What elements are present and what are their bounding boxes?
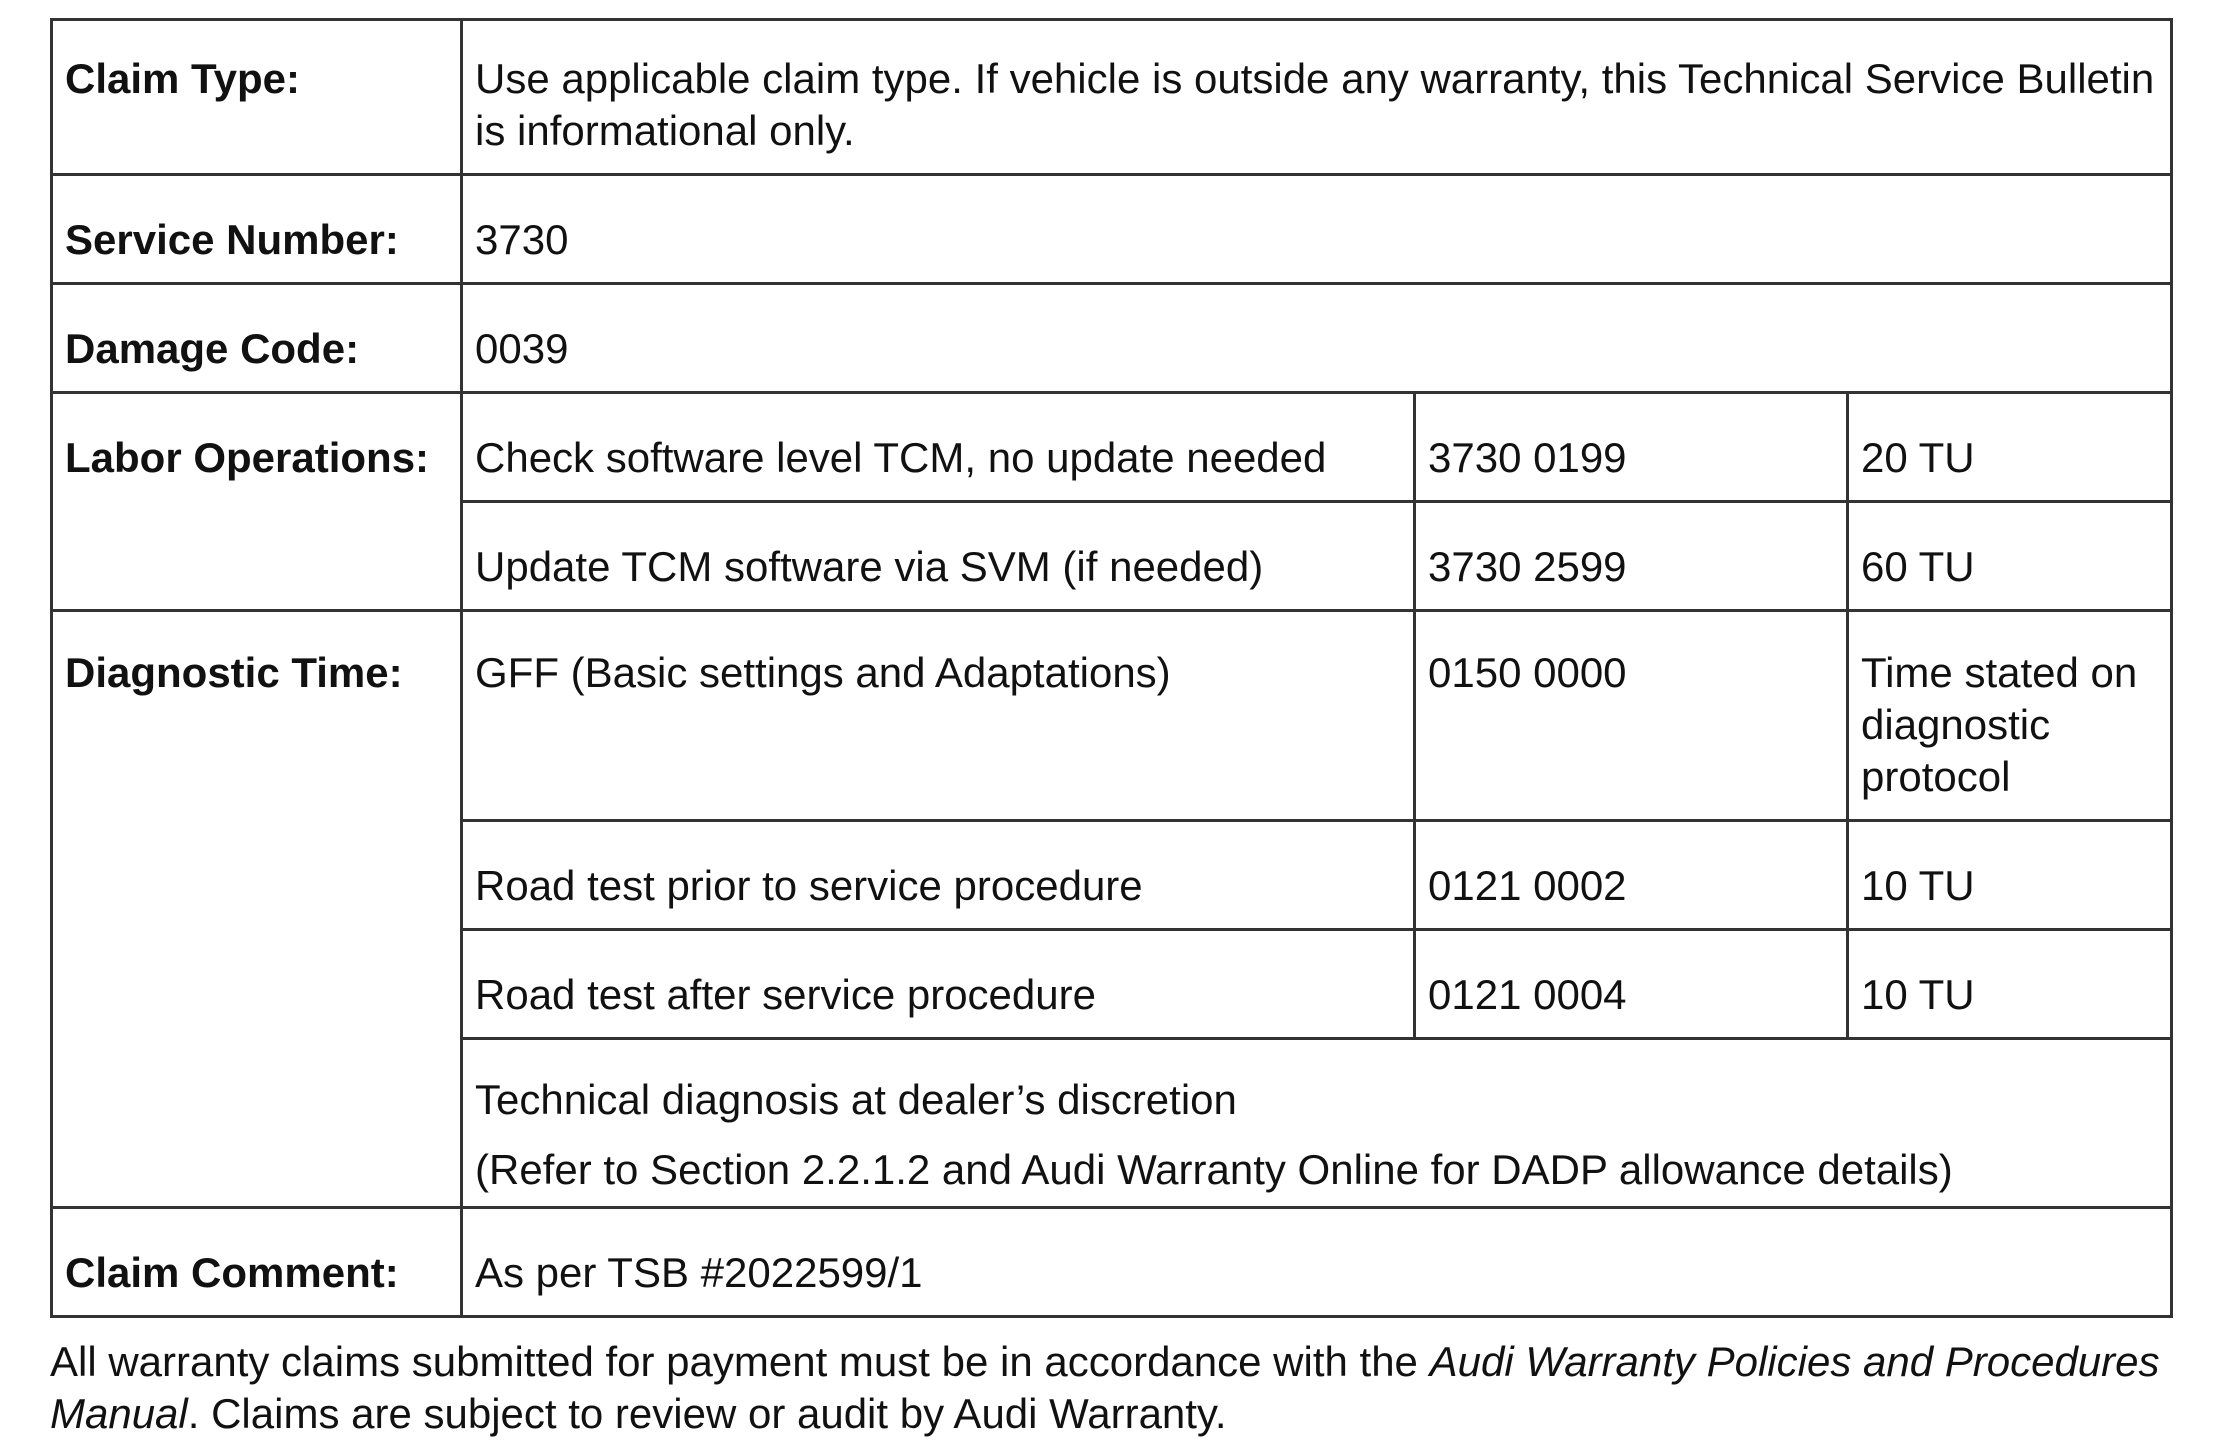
diagnostic-time-value: 10 TU [1848, 821, 2172, 930]
diagnostic-code: 0121 0004 [1415, 930, 1848, 1039]
diagnostic-description: GFF (Basic settings and Adaptations) [462, 611, 1415, 821]
diagnostic-code: 0150 0000 [1415, 611, 1848, 821]
claim-type-row [52, 20, 2172, 175]
claim-type-value: Use applicable claim type. If vehicle is outside any warranty, this Technical Service Bulletin is informational only. [462, 20, 2172, 175]
footer-text-after: . Claims are subject to review or audit by Audi Warranty. [187, 1390, 1227, 1437]
damage-code-row [52, 284, 2172, 393]
damage-code-label: Damage Code: [52, 284, 462, 393]
technical-diagnosis-cell [462, 1039, 2172, 1208]
footer-text-before: All warranty claims submitted for payment must be in accordance with the [50, 1338, 1430, 1385]
service-number-label: Service Number: [52, 175, 462, 284]
labor-operation-time: 20 TU [1848, 393, 2172, 502]
claim-comment-value: As per TSB #2022599/1 [462, 1208, 2172, 1317]
warranty-footer-note [50, 1336, 2170, 1440]
diagnostic-time-label: Diagnostic Time: [52, 611, 462, 1208]
diagnostic-time-value: Time stated on diagnostic protocol [1848, 611, 2172, 821]
warranty-document [50, 18, 2170, 1440]
claim-comment-label: Claim Comment: [52, 1208, 462, 1317]
manual-title: Audi Warranty Policies and Procedures Manual [50, 1338, 2160, 1437]
diagnostic-code: 0121 0002 [1415, 821, 1848, 930]
labor-operation-time: 60 TU [1848, 502, 2172, 611]
claim-comment-row [52, 1208, 2172, 1317]
service-number-value: 3730 [462, 175, 2172, 284]
technical-diagnosis-reference: (Refer to Section 2.2.1.2 and Audi Warranty Online for DADP allowance details) [475, 1146, 1953, 1193]
damage-code-value: 0039 [462, 284, 2172, 393]
labor-operation-description: Update TCM software via SVM (if needed) [462, 502, 1415, 611]
diagnostic-description: Road test after service procedure [462, 930, 1415, 1039]
claim-type-label: Claim Type: [52, 20, 462, 175]
warranty-claim-table [50, 18, 2173, 1318]
labor-operations-label: Labor Operations: [52, 393, 462, 611]
diagnostic-description: Road test prior to service procedure [462, 821, 1415, 930]
labor-operation-description: Check software level TCM, no update needed [462, 393, 1415, 502]
service-number-row [52, 175, 2172, 284]
labor-operation-code: 3730 0199 [1415, 393, 1848, 502]
labor-operation-row [52, 393, 2172, 502]
diagnostic-time-row [52, 611, 2172, 821]
diagnostic-time-value: 10 TU [1848, 930, 2172, 1039]
technical-diagnosis-text: Technical diagnosis at dealer’s discretion [475, 1076, 1237, 1123]
labor-operation-code: 3730 2599 [1415, 502, 1848, 611]
